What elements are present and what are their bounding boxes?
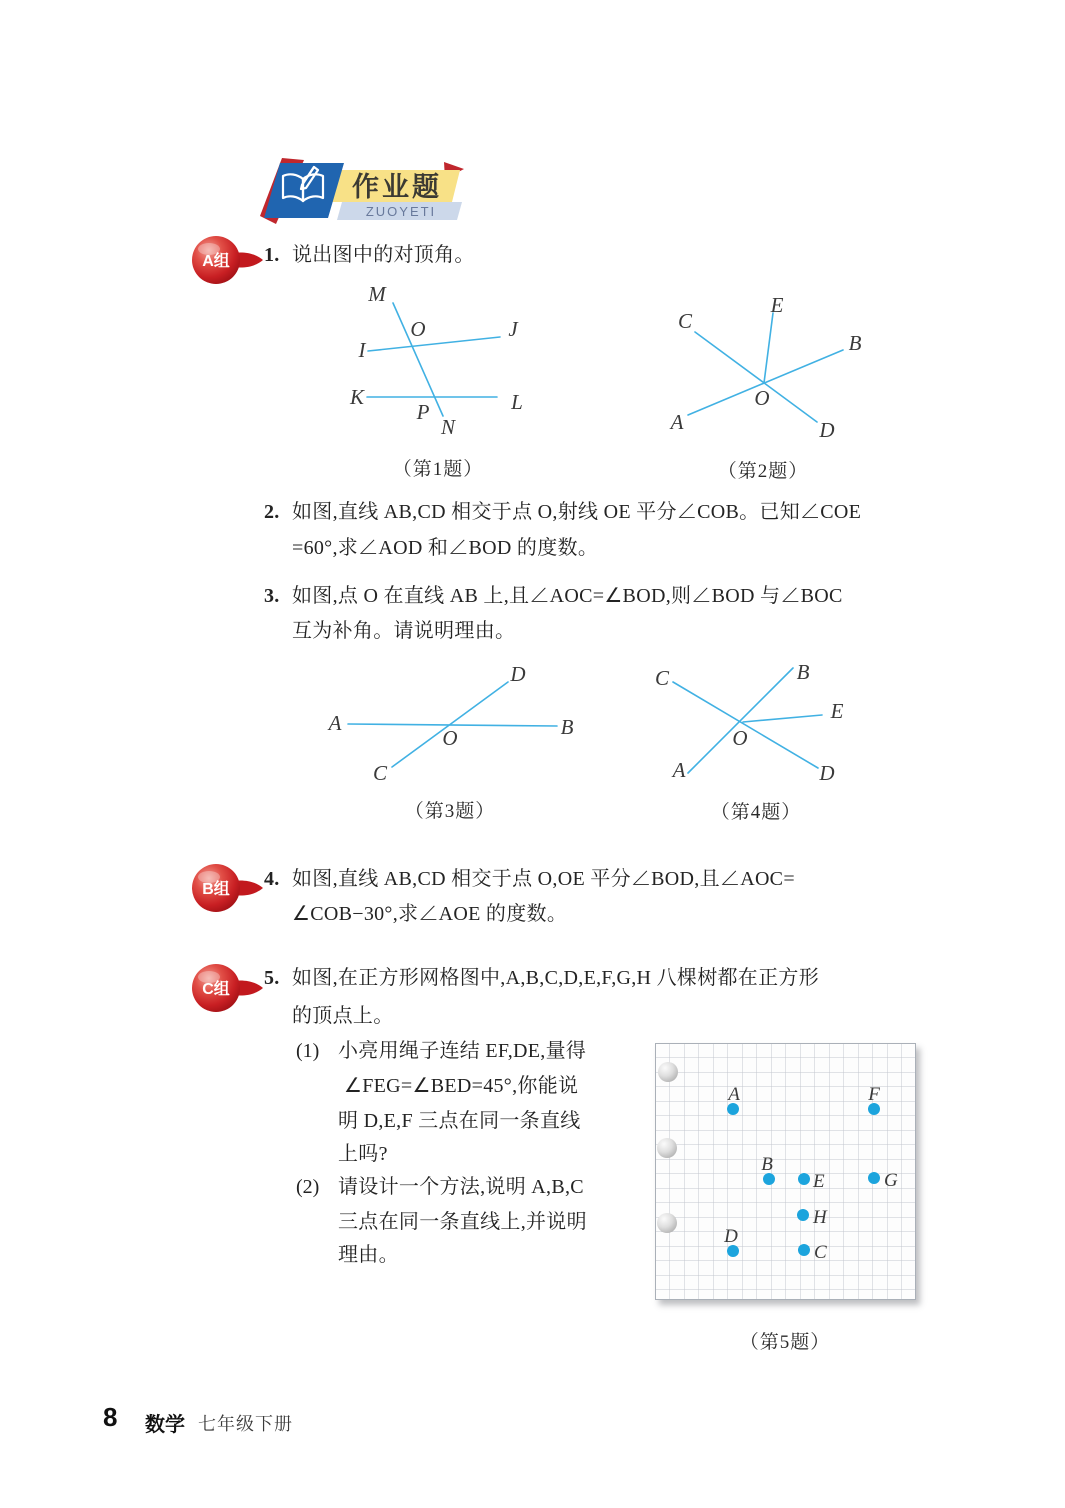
tree-label-H: H: [813, 1207, 827, 1228]
tree-label-F: F: [868, 1084, 880, 1105]
tree-label-G: G: [884, 1170, 898, 1191]
fig1-label-I: I: [358, 338, 366, 362]
subitem-2-line-2: 三点在同一条直线上,并说明: [338, 1211, 587, 1233]
fig4-label-E: E: [830, 699, 844, 723]
tree-point-E: [798, 1173, 810, 1185]
figure-3-caption: （第3题）: [404, 801, 496, 822]
subitem-2-line-3: 理由。: [338, 1244, 399, 1266]
figure-5: [655, 1043, 916, 1300]
tree-point-G: [868, 1172, 880, 1184]
fig1-label-P: P: [416, 400, 430, 424]
problem-1-number: 1.: [264, 244, 280, 266]
group-b-label: B组: [202, 881, 230, 898]
subitem-1-line-1: 小亮用绳子连结 EF,DE,量得: [338, 1040, 587, 1062]
tree-label-D: D: [724, 1226, 738, 1247]
page-number: 8: [103, 1402, 118, 1432]
fig2-label-E: E: [770, 293, 784, 317]
group-c-label: C组: [202, 981, 230, 998]
tree-label-A: A: [728, 1084, 740, 1105]
fig4-label-D: D: [819, 761, 835, 785]
figure-1-caption: （第1题）: [392, 459, 484, 480]
figure-5-caption: （第5题）: [739, 1332, 831, 1353]
group-badge-b: [190, 860, 268, 918]
section-subtitle: ZUOYETI: [365, 204, 437, 219]
problem-4-line-2: ∠COB−30°,求∠AOE 的度数。: [292, 903, 568, 925]
fig3-label-D: D: [510, 662, 526, 686]
line-CD: [673, 682, 818, 768]
fig4-label-B: B: [796, 660, 810, 684]
problem-3-line-2: 互为补角。请说明理由。: [292, 620, 516, 642]
figure-4-caption: （第4题）: [710, 802, 802, 823]
fig2-label-O: O: [754, 386, 770, 410]
problem-5-number: 5.: [264, 967, 280, 989]
fig1-label-J: J: [508, 317, 518, 341]
subitem-1-line-2: ∠FEG=∠BED=45°,你能说: [344, 1075, 579, 1097]
binder-bead-1: [658, 1062, 678, 1082]
problem-2-line-2: =60°,求∠AOD 和∠BOD 的度数。: [292, 537, 599, 559]
tree-label-C: C: [814, 1242, 827, 1263]
section-title: 作业题: [352, 172, 442, 202]
line-IJ: [368, 337, 500, 351]
tree-point-H: [797, 1209, 809, 1221]
binder-bead-3: [657, 1213, 677, 1233]
fig3-label-C: C: [372, 761, 388, 785]
footer-volume: 七年级下册: [198, 1414, 293, 1434]
problem-3-number: 3.: [264, 585, 280, 607]
group-a-label: A组: [202, 253, 230, 270]
fig2-label-C: C: [677, 309, 693, 333]
ray-OE: [764, 313, 773, 383]
fig4-label-O: O: [732, 726, 748, 750]
fig3-label-A: A: [328, 711, 342, 735]
problem-1-text: 说出图中的对顶角。: [292, 244, 475, 266]
group-badge-a: [190, 232, 268, 290]
fig4-label-A: A: [672, 758, 686, 782]
footer-subject: 数学: [145, 1414, 185, 1436]
fig4-label-C: C: [654, 666, 670, 690]
problem-3-line-1: 如图,点 O 在直线 AB 上,且∠AOC=∠BOD,则∠BOD 与∠BOC: [292, 585, 843, 607]
problem-4-number: 4.: [264, 868, 280, 890]
figure-2: [648, 282, 878, 447]
problem-4-line-1: 如图,直线 AB,CD 相交于点 O,OE 平分∠BOD,且∠AOC=: [292, 868, 795, 890]
fig2-label-D: D: [819, 418, 835, 442]
section-header-banner: [256, 156, 470, 228]
figure-5-grid-paper: [655, 1043, 916, 1300]
tree-label-B: B: [761, 1154, 773, 1175]
tree-label-E: E: [813, 1171, 825, 1192]
figure-3: [320, 655, 580, 790]
subitem-1-line-3: 明 D,E,F 三点在同一条直线: [338, 1110, 581, 1132]
problem-5-line-1: 如图,在正方形网格图中,A,B,C,D,E,F,G,H 八棵树都在正方形: [292, 967, 819, 989]
problem-2-number: 2.: [264, 501, 280, 523]
fig1-label-N: N: [440, 415, 456, 439]
figure-1: [330, 282, 540, 442]
fig1-label-M: M: [368, 282, 386, 306]
figure-2-caption: （第2题）: [717, 461, 809, 482]
group-badge-c: [190, 960, 268, 1018]
line-AB: [688, 668, 793, 773]
fig2-label-B: B: [848, 331, 862, 355]
tree-point-C: [798, 1244, 810, 1256]
fig2-label-A: A: [670, 410, 684, 434]
fig3-label-O: O: [442, 726, 458, 750]
fig1-label-L: L: [511, 390, 523, 414]
grid-pattern: [655, 1043, 916, 1300]
fig3-label-B: B: [560, 715, 574, 739]
subitem-1-marker: (1): [296, 1040, 320, 1062]
fig1-label-O: O: [410, 317, 426, 341]
subitem-2-marker: (2): [296, 1176, 320, 1198]
fig1-label-K: K: [349, 385, 365, 409]
problem-2-line-1: 如图,直线 AB,CD 相交于点 O,射线 OE 平分∠COB。已知∠COE: [292, 501, 862, 523]
figure-4: [650, 655, 870, 790]
subitem-2-line-1: 请设计一个方法,说明 A,B,C: [338, 1176, 584, 1198]
problem-5-line-2: 的顶点上。: [292, 1005, 394, 1027]
subitem-1-line-4: 上吗?: [338, 1143, 388, 1165]
binder-bead-2: [657, 1138, 677, 1158]
ray-OE: [743, 715, 822, 722]
